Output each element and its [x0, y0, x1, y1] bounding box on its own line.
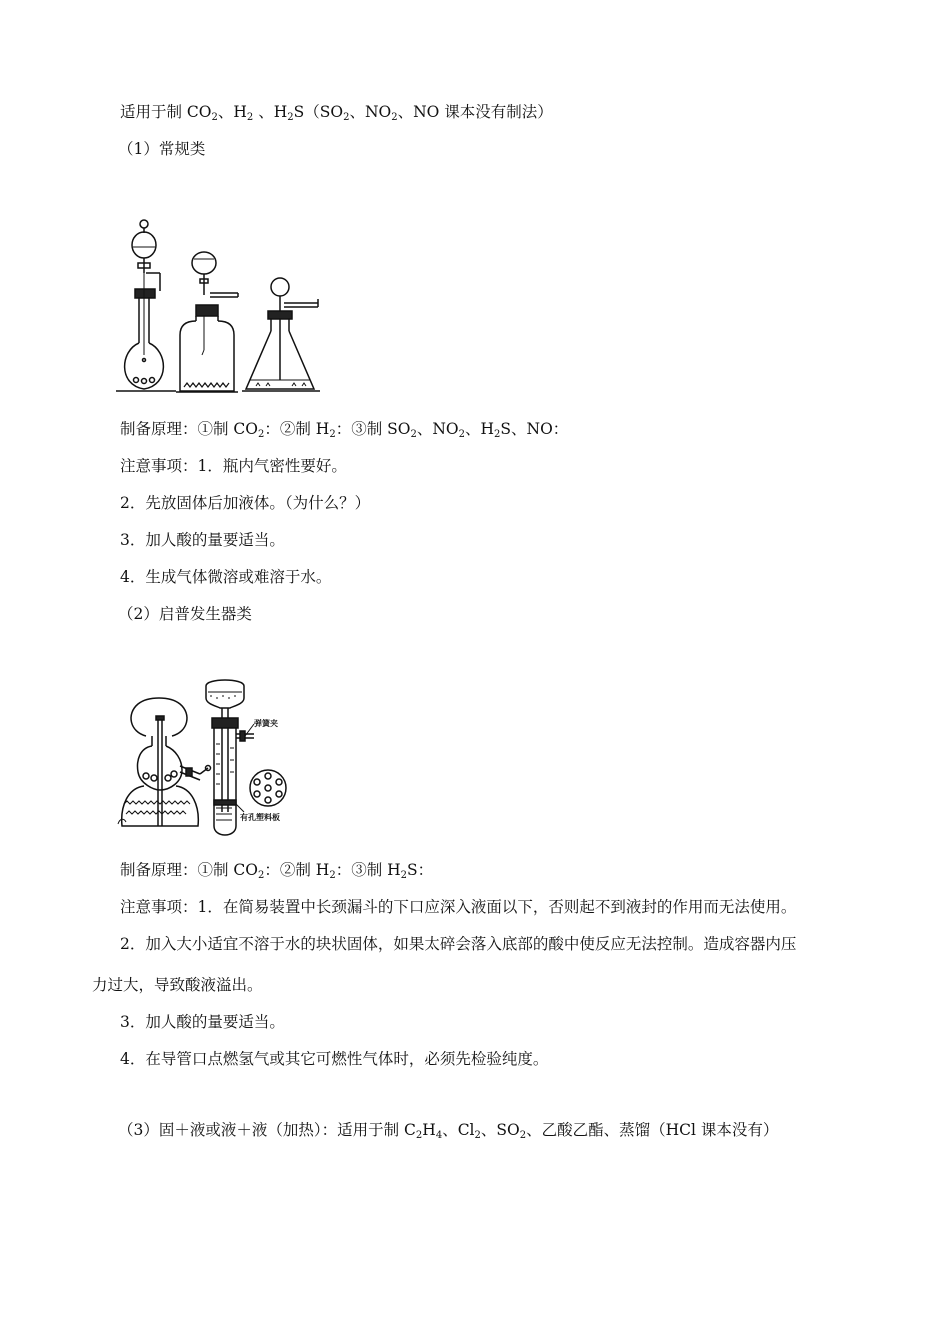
- wide-mouth-bottle-with-funnel: [176, 252, 238, 392]
- figure-conventional-apparatus: [116, 215, 326, 395]
- label-perforated-plate: 有孔塑料板: [240, 813, 280, 822]
- subscript: 2: [458, 429, 465, 440]
- subscript: 2: [391, 112, 398, 123]
- principle-text: ：②制 H: [264, 861, 330, 879]
- kipp-generator: [118, 698, 211, 826]
- conical-flask-with-funnel: [242, 278, 320, 391]
- subscript: 2: [287, 112, 294, 123]
- section1-note-3: 3．加人酸的量要适当。: [120, 531, 285, 549]
- subscript: 2: [519, 1130, 527, 1141]
- subscript: 2: [415, 1130, 423, 1141]
- intro-text: 、NO 课本没有制法）: [397, 103, 553, 121]
- section1-note-4: 4．生成气体微溶或难溶于水。: [120, 568, 332, 586]
- section2-note-2: 2．加入大小适宜不溶于水的块状固体，如果太碎会落入底部的酸中使反应无法控制。造成容器内压: [120, 935, 797, 953]
- subscript: 2: [258, 429, 265, 440]
- section2-note-1: 注意事项：1．在简易装置中长颈漏斗的下口应深入液面以下，否则起不到液封的作用而无法使用。: [120, 898, 797, 916]
- subscript: 2: [329, 870, 336, 881]
- principle-text: 制备原理：①制 CO: [120, 420, 258, 438]
- section3-text: 、SO: [480, 1121, 520, 1139]
- label-spring-clamp: 弹簧夹: [254, 719, 278, 728]
- subscript: 2: [211, 112, 218, 123]
- section1-principle: [120, 419, 568, 439]
- principle-text: ：③制 SO: [335, 420, 411, 438]
- section1-note-2: 2．先放固体后加液体。（为什么？）: [120, 494, 371, 512]
- section1-heading: （1）常规类: [118, 140, 206, 158]
- section3-text: 、Cl: [442, 1121, 475, 1139]
- principle-text: ：③制 H: [335, 861, 401, 879]
- section3-text: （3）固＋液或液＋液（加热）：适用于制 C: [118, 1121, 416, 1139]
- intro-text: S（SO: [293, 103, 344, 121]
- section3-heading: [118, 1120, 778, 1140]
- subscript: 2: [410, 429, 417, 440]
- principle-text: 制备原理：①制 CO: [120, 861, 258, 879]
- principle-text: 、NO: [416, 420, 459, 438]
- subscript: 2: [474, 1130, 481, 1141]
- principle-text: ：②制 H: [264, 420, 330, 438]
- principle-text: 、H: [465, 420, 495, 438]
- intro-text: 、H: [253, 103, 288, 121]
- round-flask-with-funnel: [116, 220, 176, 391]
- section2-heading: （2）启普发生器类: [118, 605, 252, 623]
- section1-note-1: 注意事项：1．瓶内气密性要好。: [120, 457, 347, 475]
- subscript: 2: [329, 429, 336, 440]
- figure-kipp-generator: [116, 676, 306, 846]
- subscript: 2: [343, 112, 350, 123]
- section2-note-4: 4．在导管口点燃氢气或其它可燃性气体时，必须先检验纯度。: [120, 1050, 549, 1068]
- simple-tube-apparatus: [206, 680, 286, 835]
- intro-text: 适用于制 CO: [120, 103, 212, 121]
- subscript: 4: [435, 1130, 443, 1141]
- section3-text: 、乙酸乙酯、蒸馏（HCl 课本没有）: [526, 1121, 779, 1139]
- subscript: 2: [494, 429, 501, 440]
- principle-text: S、NO：: [500, 420, 569, 438]
- subscript: 2: [246, 112, 254, 123]
- subscript: 2: [258, 870, 265, 881]
- section2-note-2-cont: 力过大，导致酸液溢出。: [92, 976, 263, 994]
- intro-line: [120, 102, 553, 122]
- intro-text: 、H: [217, 103, 247, 121]
- subscript: 2: [400, 870, 408, 881]
- section2-note-3: 3．加人酸的量要适当。: [120, 1013, 285, 1031]
- principle-text: S：: [407, 861, 434, 879]
- section2-principle: [120, 860, 433, 880]
- intro-text: 、NO: [349, 103, 392, 121]
- section3-text: H: [422, 1121, 436, 1139]
